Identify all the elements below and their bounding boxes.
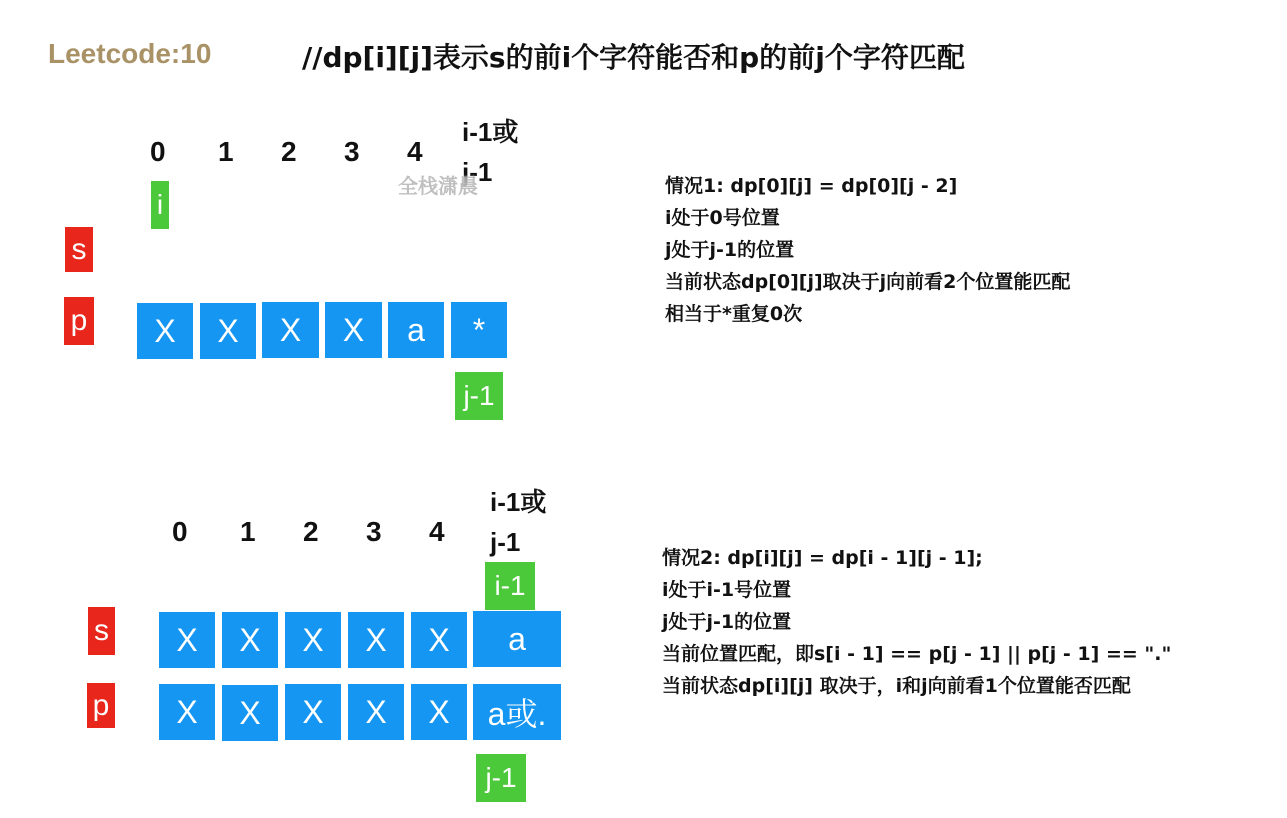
desc-line: 当前状态dp[i][j] 取决于，i和j向前看1个位置能否匹配 [662,675,1131,697]
p-label: p [64,297,94,345]
column-label-line1: i-1或 [462,117,519,147]
desc-line: 情况2: dp[i][j] = dp[i - 1][j - 1]; [662,547,983,569]
s-cell-0: X [159,612,215,668]
page-title: Leetcode:10 [48,38,212,69]
index-4: 4 [407,136,423,167]
desc-line: 相当于*重复0次 [665,303,803,325]
desc-line: i处于0号位置 [665,207,780,229]
desc-line: i处于i-1号位置 [662,579,792,601]
s-cell-3: X [348,612,404,668]
p-cell-0: X [159,684,215,740]
index-2: 2 [281,136,297,167]
p-cell-1: X [200,303,256,359]
index-0: 0 [150,136,166,167]
j-pointer-tag: j-1 [455,372,503,420]
p-label: p [87,683,115,728]
index-1: 1 [218,136,234,167]
p-cell-4: a [388,302,444,358]
s-label: s [88,607,115,655]
column-label-line1: i-1或 [490,487,547,517]
p-cell-2: X [262,302,319,358]
p-cell-2: X [285,684,341,740]
index-3: 3 [366,516,382,547]
index-2: 2 [303,516,319,547]
p-cell-3: X [348,684,404,740]
s-cell-4: X [411,612,467,668]
index-0: 0 [172,516,188,547]
desc-line: 情况1: dp[0][j] = dp[0][j - 2] [665,175,958,197]
s-cell-2: X [285,612,341,668]
index-1: 1 [240,516,256,547]
column-label-line2: j-1 [490,527,521,557]
p-cell-4: X [411,684,467,740]
p-cell-1: X [222,685,278,741]
i-pointer-tag: i-1 [485,562,535,610]
p-cell-3: X [325,302,382,358]
index-3: 3 [344,136,360,167]
watermark: 全栈潇晨 [398,174,478,198]
p-cell-0: X [137,303,193,359]
p-cell-5: a或. [473,684,561,740]
column-label-line2: j-1 [462,157,493,187]
desc-line: j处于j-1的位置 [662,611,792,633]
column-label [490,482,546,562]
s-cell-5: a [473,611,561,667]
j-pointer-tag: j-1 [476,754,526,802]
desc-line: j处于j-1的位置 [665,239,795,261]
desc-line: 当前状态dp[0][j]取决于j向前看2个位置能匹配 [665,271,1071,293]
case-1-description [665,170,1070,330]
index-4: 4 [429,516,445,547]
i-pointer-tag: i [151,181,169,229]
s-cell-1: X [222,612,278,668]
p-cell-5: * [451,302,507,358]
case-2-description [662,542,1171,702]
dp-definition-heading: //dp[i][j]表示s的前i个字符能否和p的前j个字符匹配 [302,41,965,74]
s-label: s [65,227,93,272]
desc-line: 当前位置匹配，即s[i - 1] == p[j - 1] || p[j - 1] == "." [662,643,1172,665]
